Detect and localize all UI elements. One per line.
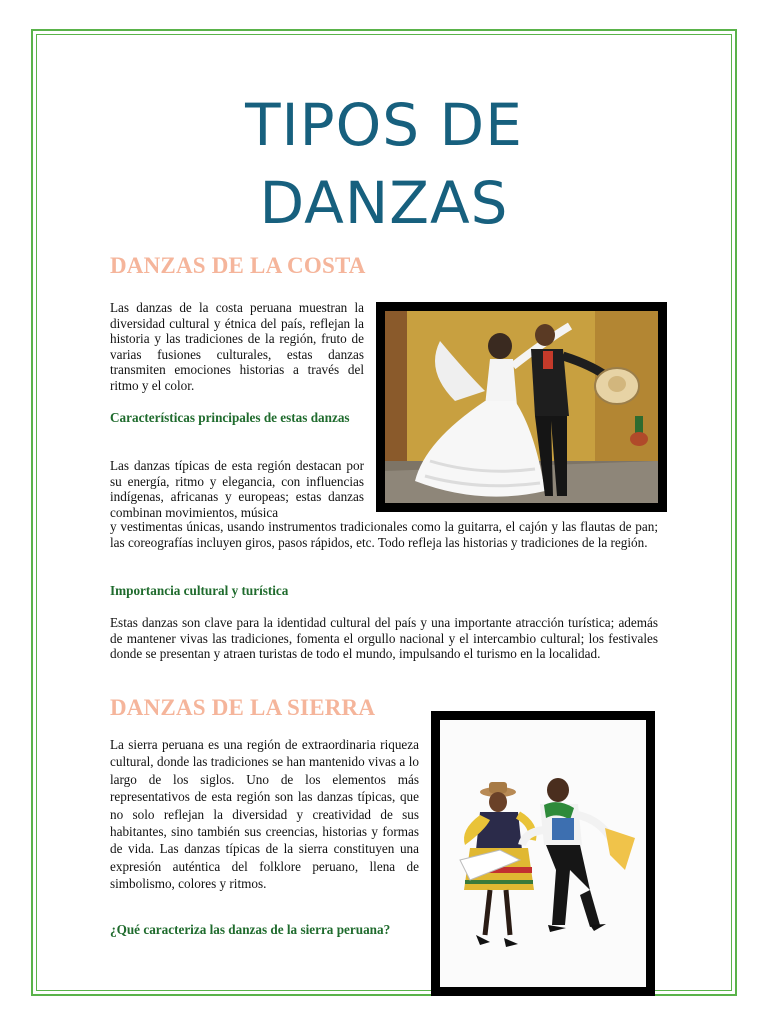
costa-paragraph-2-top: Las danzas típicas de esta región destacan por su energía, ritmo y elegancia, con influencias indígenas, africanas y europeas; estas danzas combinan movimientos, música [110,458,364,520]
huayno-couple-illustration [440,720,646,987]
costa-dance-photo [376,302,667,512]
page-title [110,86,658,242]
costa-paragraph-2-bottom: y vestimentas únicas, usando instrumentos tradicionales como la guitarra, el cajón y las flautas de pan; las coreografías incluyen giros, pasos rápidos, etc. Todo refleja las historias y tradiciones de la región. [110,519,658,550]
heading-sierra: DANZAS DE LA SIERRA [110,695,376,720]
heading-costa: DANZAS DE LA COSTA [110,253,366,278]
costa-subheading-caracteristicas: Características principales de estas danzas [110,410,350,425]
title-line-2: DANZAS [259,169,509,237]
costa-intro-paragraph: Las danzas de la costa peruana muestran la diversidad cultural y étnica del país, reflejan la historia y las tradiciones de la región, fruto de varias fusiones culturales, estas danzas transmiten emociones historias a través del ritmo y el color. [110,300,364,393]
title-line-1: TIPOS DE [245,91,523,159]
sierra-paragraph-1: La sierra peruana es una región de extraordinaria riqueza cultural, donde las tradiciones se han mantenido vivas a lo largo de los siglos. Uno de los elementos más representativos de esta región son las danzas típicas, que no solo reflejan la diversidad y creatividad de sus habitantes, sino también sus creencias, historias y formas de vida. Las danzas típicas de la sierra constituyen una expresión auténtica del folklore peruano, llena de simbolismo, colores y ritmos. [110,737,419,892]
costa-paragraph-3: Estas danzas son clave para la identidad cultural del país y una importante atracción turística; además de mantener vivas las tradiciones, fomenta el orgullo nacional y el intercambio cultural; los festivales donde se presentan y atraen turistas de todo el mundo, impulsando el turismo en la localidad. [110,615,658,662]
costa-subheading-importancia: Importancia cultural y turística [110,583,289,598]
sierra-dance-photo [431,711,655,996]
sierra-subheading-question: ¿Qué caracteriza las danzas de la sierra peruana? [110,922,391,937]
marinera-couple-illustration [385,311,658,503]
